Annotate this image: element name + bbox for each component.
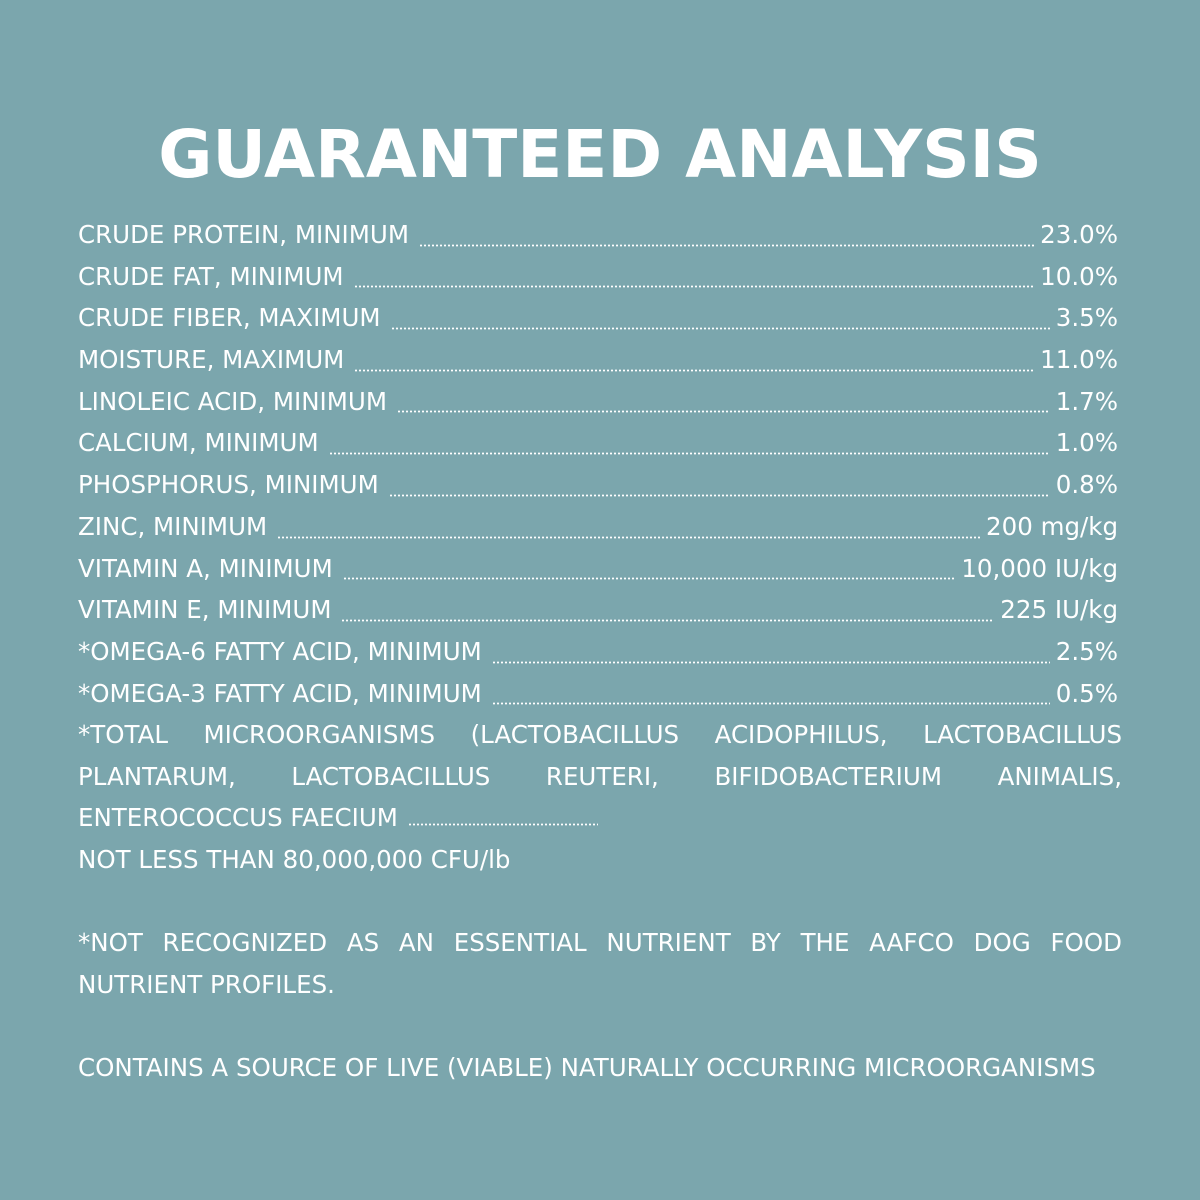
dot-leader	[329, 452, 1050, 455]
microorganisms-text-wrap	[78, 714, 1122, 839]
analysis-label: LINOLEIC ACID, MINIMUM	[78, 386, 387, 416]
analysis-label: CRUDE FAT, MINIMUM	[78, 261, 344, 291]
analysis-row	[78, 214, 1118, 256]
analysis-value: 0.5%	[1055, 678, 1118, 708]
analysis-label: PHOSPHORUS, MINIMUM	[78, 470, 379, 500]
analysis-label: *OMEGA-6 FATTY ACID, MINIMUM	[78, 636, 482, 666]
analysis-row	[78, 506, 1118, 548]
analysis-value: 23.0%	[1040, 220, 1118, 249]
analysis-label: MOISTURE, MAXIMUM	[78, 345, 345, 375]
analysis-row	[78, 256, 1118, 298]
dot-leader	[354, 285, 1035, 288]
analysis-row	[78, 673, 1118, 715]
analysis-row	[78, 464, 1118, 506]
analysis-row	[78, 589, 1118, 631]
footnote: *NOT RECOGNIZED AS AN ESSENTIAL NUTRIENT BY THE AAFCO DOG FOOD NUTRIENT PROFILES.	[78, 928, 1122, 999]
analysis-value: 1.0%	[1055, 428, 1118, 458]
dot-leader	[492, 702, 1050, 705]
analysis-value: 225 IU/kg	[1000, 595, 1118, 625]
analysis-value: 1.7%	[1055, 386, 1118, 416]
analysis-label: VITAMIN A, MINIMUM	[78, 553, 333, 583]
dot-leader	[397, 410, 1050, 413]
analysis-row	[78, 422, 1118, 464]
analysis-row	[78, 631, 1118, 673]
dot-leader	[389, 494, 1050, 497]
analysis-list	[78, 214, 1118, 714]
analysis-value: 200 mg/kg	[986, 511, 1118, 541]
dot-leader	[419, 244, 1034, 247]
analysis-label: CRUDE FIBER, MAXIMUM	[78, 303, 381, 333]
analysis-label: ZINC, MINIMUM	[78, 511, 268, 541]
analysis-value: 10,000 IU/kg	[961, 553, 1118, 583]
analysis-value: 0.8%	[1055, 470, 1118, 500]
microorganisms-value: NOT LESS THAN 80,000,000 CFU/lb	[78, 845, 511, 875]
dot-leader	[343, 577, 956, 580]
analysis-value: 2.5%	[1055, 636, 1118, 666]
microorganisms-block	[78, 714, 1122, 881]
analysis-value: 11.0%	[1040, 345, 1118, 375]
analysis-label: *OMEGA-3 FATTY ACID, MINIMUM	[78, 678, 482, 708]
dot-leader	[492, 661, 1050, 664]
dot-leader	[341, 619, 994, 622]
dot-leader	[391, 327, 1050, 330]
analysis-label: VITAMIN E, MINIMUM	[78, 595, 332, 625]
analysis-row	[78, 339, 1118, 381]
dot-leader	[408, 823, 598, 826]
page-title: GUARANTEED ANALYSIS	[158, 116, 1042, 193]
analysis-row	[78, 297, 1118, 339]
analysis-row	[78, 381, 1118, 423]
analysis-value: 10.0%	[1040, 261, 1118, 291]
contains-statement: CONTAINS A SOURCE OF LIVE (VIABLE) NATURALLY OCCURRING MICROORGANISMS	[78, 1053, 1096, 1082]
dot-leader	[354, 369, 1034, 372]
analysis-label: CALCIUM, MINIMUM	[78, 428, 319, 458]
analysis-label: CRUDE PROTEIN, MINIMUM	[78, 220, 409, 249]
microorganisms-text: *TOTAL MICROORGANISMS (LACTOBACILLUS ACIDOPHILUS, LACTOBACILLUS PLANTARUM, LACTOBACILLUS REUTERI, BIFIDOBACTERIUM ANIMALIS, ENTEROCOCCUS FAECIUM	[78, 720, 1122, 833]
dot-leader	[277, 536, 980, 539]
analysis-value: 3.5%	[1055, 303, 1118, 333]
analysis-row	[78, 548, 1118, 590]
